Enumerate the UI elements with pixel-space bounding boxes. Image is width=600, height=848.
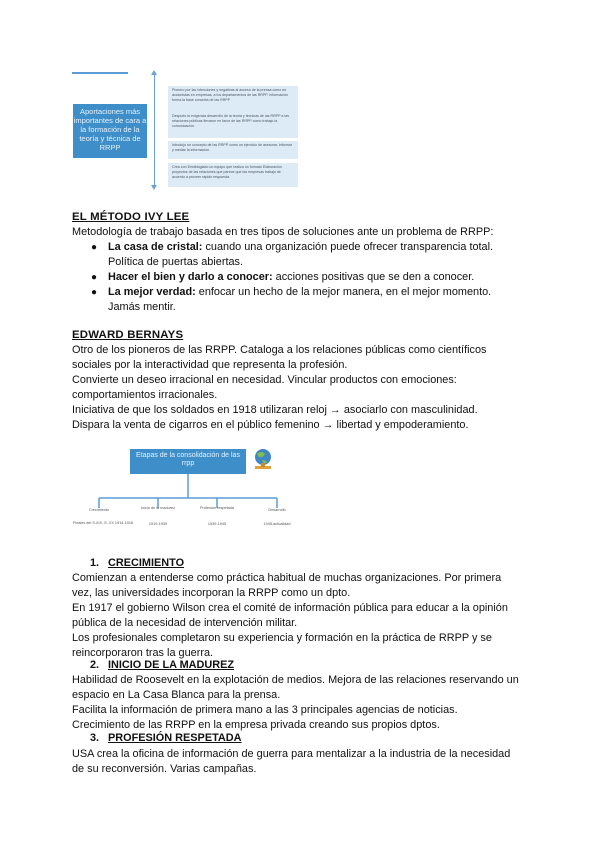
stage-branch-4: Desarrollo (268, 508, 286, 512)
bullet-label: La casa de cristal: (108, 241, 203, 253)
text-line: vez, las universidades incorporan la RRPP como un dpto. (72, 587, 351, 599)
stage-note-1: Finales del S.XIX, S. XX 1914-1918 (72, 521, 134, 525)
bullet-continuation: Política de puertas abiertas. (108, 256, 244, 268)
text-line: de su reconversión. Varias campañas. (72, 763, 257, 775)
text-line: Crecimiento de las RRPP en la empresa privada creando sus propios dptos. (72, 719, 440, 731)
list-item (91, 240, 528, 270)
text-line: Los profesionales completaron su experiencia y formación en la práctica de RRPP y se (72, 632, 492, 644)
section-paragraph (72, 571, 542, 661)
section-paragraph (72, 747, 542, 777)
text-line: Convierte un deseo irracional en necesidad. Vincular productos con emociones: (72, 374, 457, 386)
stage-branch-2: Inicio de la madurez (141, 506, 175, 510)
list-item (91, 285, 528, 315)
diagram-main-box: Aportaciones más importantes de cara a la formación de la teoría y técnica de RRPP (73, 104, 147, 158)
diagram-item-4: Crea con Eestblogiado un equipo que realiza un formato Elaboración proyectos de las relaciones que parece que las empresas trabajo de acuerdo a proveer rápido respuesta. (168, 163, 298, 187)
bullet-icon: ● (91, 287, 98, 298)
text-line: Habilidad de Roosevelt en la explotación de medios. Mejora de las relaciones reservando un (72, 674, 519, 686)
section-number: 1. (90, 557, 100, 569)
bullet-text: acciones positivas que se den a conocer. (272, 271, 475, 283)
bullet-text: enfocar un hecho de la mejor manera, en el mejor momento. (195, 286, 492, 298)
globe-icon (248, 444, 278, 474)
section-number: 3. (90, 732, 100, 744)
bullet-continuation: Jamás mentir. (108, 301, 176, 313)
section-heading (90, 557, 184, 569)
stage-note-4: 1945-actualidad (263, 522, 291, 526)
bernays-paragraph (72, 343, 542, 433)
section-number: 2. (90, 659, 100, 671)
stage-branch-3: Profesión respetada (200, 506, 234, 510)
text-line: USA crea la oficina de información de guerra para mentalizar a la industria de la necesidad (72, 748, 511, 760)
section-heading (90, 732, 242, 744)
diagram-item-2: Después la exigencia desarrollo de la teoría y técnicas de las RRPP a las relaciones públicas llevaron en favor de las RRPP como trabajo la comunicación. (168, 112, 298, 138)
stage-note-2: 1919-1939 (148, 522, 168, 526)
text-line: Dispara la venta de cigarros en el público femenino → libertad y empoderamiento. (72, 419, 469, 431)
bullet-label: La mejor verdad: (108, 286, 196, 298)
text-line: sociales por la interactividad que representa la profesión. (72, 359, 348, 371)
section-heading (90, 659, 234, 671)
section-title: INICIO DE LA MADUREZ (108, 659, 235, 671)
text-line: Facilita la información de primera mano a las 3 principales agencias de noticias. (72, 704, 458, 716)
text-line: Iniciativa de que los soldados en 1918 utilizaran reloj → asociarlo con masculinidad. (72, 404, 478, 416)
text-line: pública de la necesidad de intervención militar. (72, 617, 298, 629)
section-title: PROFESIÓN RESPETADA (108, 732, 242, 744)
text-line: En 1917 el gobierno Wilson crea el comité de información pública para educar a la opinión (72, 602, 508, 614)
text-line: espacio en La Casa Blanca para la prensa. (72, 689, 281, 701)
bullet-icon: ● (91, 272, 98, 283)
double-arrow-icon (154, 74, 155, 186)
stages-diagram-title: Etapas de la consolidación de las rrpp (130, 449, 246, 474)
bullet-text: cuando una organización puede ofrecer transparencia total. (202, 241, 494, 253)
diagram-item-1: Pionero por las intenciones y negativas al acceso de la prensa como en accionistas en empresas, a los departamentos de las RRPP. Información forma la base concreta de las RRPP (168, 86, 298, 113)
diagram-item-3: Introdujo un concepto de las RRPP como un ejercicio de asesorar, informar y mediar la información. (168, 141, 298, 159)
ivy-lee-intro: Metodología de trabajo basada en tres tipos de soluciones ante un problema de RRPP: (72, 226, 494, 238)
section-title: CRECIMIENTO (108, 557, 185, 569)
bullet-label: Hacer el bien y darlo a conocer: (108, 271, 273, 283)
text-line: comportamientos irracionales. (72, 389, 218, 401)
decorative-line (72, 72, 128, 74)
text-line: Comienzan a entenderse como práctica habitual de muchas organizaciones. Por primera (72, 572, 502, 584)
text-line: Otro de los pioneros de las RRPP. Cataloga a los relaciones públicas como científicos (72, 344, 487, 356)
stage-branch-1: Crecimiento (88, 508, 110, 512)
list-item (91, 270, 528, 285)
bullet-icon: ● (91, 242, 98, 253)
ivy-lee-heading: EL MÉTODO IVY LEE (72, 211, 190, 223)
bernays-heading: EDWARD BERNAYS (72, 329, 184, 341)
stage-note-3: 1939-1945 (207, 522, 227, 526)
section-paragraph (72, 673, 542, 733)
text-line: reincorporaron tras la guerra. (72, 647, 214, 659)
